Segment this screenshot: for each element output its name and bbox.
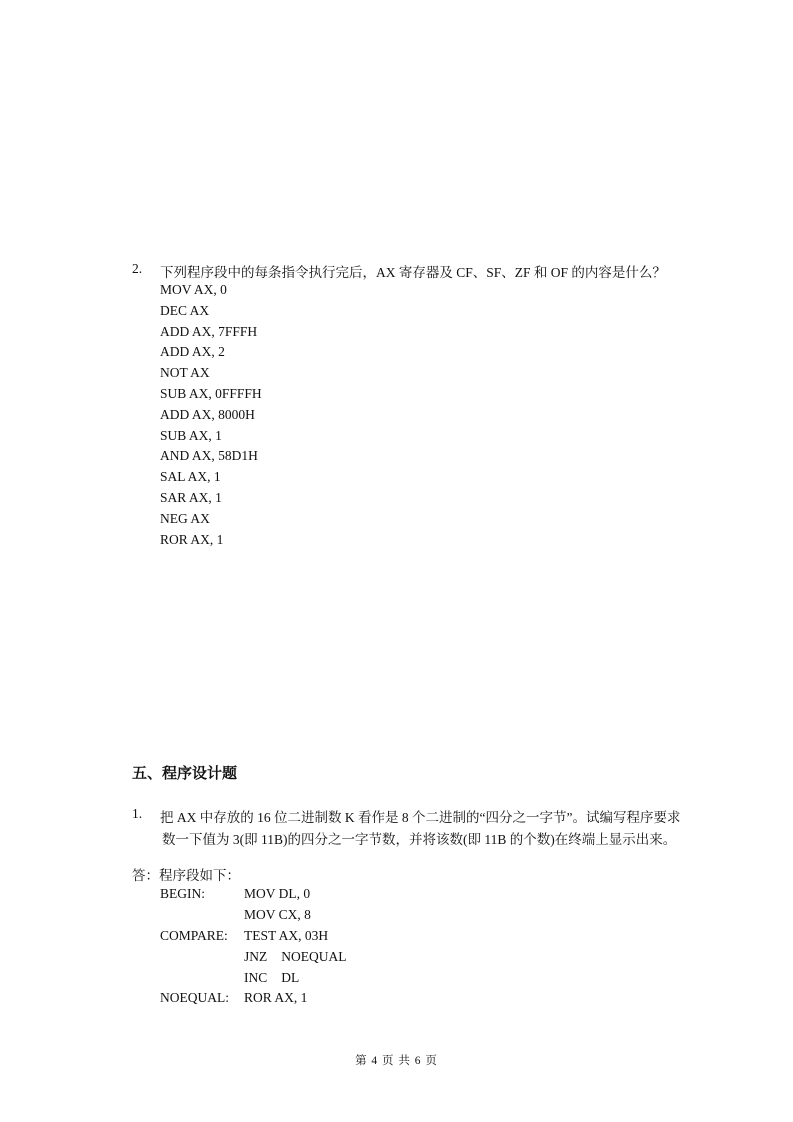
code-row	[160, 905, 347, 926]
question-2-number: 2.	[132, 261, 143, 276]
code-line: ADD AX, 2	[160, 344, 225, 360]
code-instruction	[244, 905, 347, 926]
code-row	[160, 884, 347, 905]
code-instruction	[244, 988, 347, 1009]
code-label	[160, 905, 244, 926]
code-row	[160, 967, 347, 988]
code-op: INC	[244, 969, 268, 985]
code-line: NOT AX	[160, 365, 210, 381]
code-line: SAL AX, 1	[160, 469, 221, 485]
code-label: BEGIN:	[160, 886, 205, 902]
code-line: NEG AX	[160, 510, 210, 526]
code-op: ROR AX, 1	[244, 990, 308, 1006]
question-1-line-1: 把 AX 中存放的 16 位二进制数 K 看作是 8 个二进制的“四分之一字节”。试编写程序要求	[160, 810, 681, 825]
code-row	[160, 988, 347, 1009]
code-arg: NOEQUAL	[281, 948, 347, 964]
code-instruction	[244, 967, 347, 988]
question-2-text: 下列程序段中的每条指令执行完后，AX 寄存器及 CF、SF、ZF 和 OF 的内容是什么？	[160, 265, 666, 280]
question-1-number: 1.	[132, 806, 143, 821]
code-line: ADD AX, 8000H	[160, 406, 255, 422]
code-op: JNZ	[244, 948, 268, 964]
code-line: SUB AX, 1	[160, 427, 222, 443]
code-op: MOV DL, 0	[244, 886, 311, 902]
code-line: SUB AX, 0FFFFH	[160, 385, 262, 401]
code-op: TEST AX, 03H	[244, 927, 329, 943]
code-label	[160, 967, 244, 988]
section-heading: 五、程序设计题	[132, 764, 238, 782]
code-instruction	[244, 884, 347, 905]
code-line: SAR AX, 1	[160, 489, 222, 505]
code-label: COMPARE:	[160, 927, 228, 943]
code-op: MOV CX, 8	[244, 907, 311, 923]
code-label	[160, 946, 244, 967]
code-line: ADD AX, 7FFFH	[160, 323, 258, 339]
code-line: MOV AX, 0	[160, 282, 227, 297]
code-line: DEC AX	[160, 302, 210, 318]
code-row	[160, 946, 347, 967]
code-line: ROR AX, 1	[160, 531, 224, 547]
code-row	[160, 926, 347, 947]
answer-label: 答：程序段如下：	[132, 868, 240, 883]
answer-code-table	[160, 884, 347, 1009]
page-footer: 第 4 页 共 6 页	[355, 1055, 438, 1067]
code-line: AND AX, 58D1H	[160, 448, 258, 464]
code-arg: DL	[281, 969, 300, 985]
code-instruction	[244, 946, 347, 967]
code-instruction	[244, 926, 347, 947]
question-2-code-block	[160, 280, 262, 550]
question-1-line-2: 数一下值为 3(即 11B)的四分之一字节数，并将该数(即 11B 的个数)在终端上显示出来。	[162, 832, 677, 847]
code-label: NOEQUAL:	[160, 990, 229, 1006]
